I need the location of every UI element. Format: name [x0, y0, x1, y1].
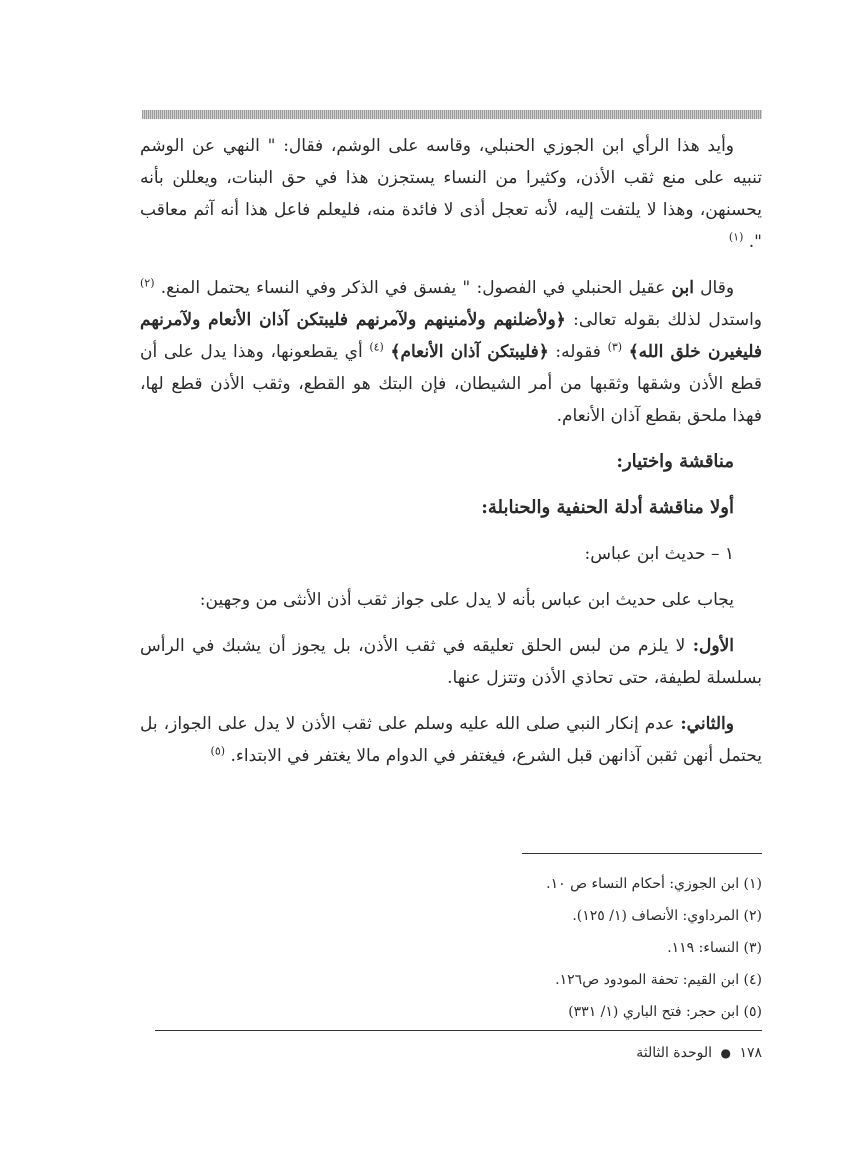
paragraph-1-text: وأيد هذا الرأي ابن الجوزي الحنبلي، وقاسه على الوشم، فقال: " النهي عن الوشم تنبيه على منع ثقب الأذن، وكثيرا من النساء يستجزن هذا في حق البنات، ويعللن بأنه يحسنهن، وهذا لا يلتفت إليه، لأنه تعجل أذى لا فائدة منه، فليعلم فاعل هذا أنه آثم معاقب ". — [140, 136, 762, 252]
item-ibn-abbas: ١ – حديث ابن عباس: — [584, 544, 734, 564]
second-point — [140, 708, 762, 772]
footnote-3: (٣) النساء: ١١٩. — [667, 940, 762, 956]
paragraph-2 — [140, 272, 762, 432]
second-point-text: عدم إنكار النبي صلى الله عليه وسلم على ثقب الأذن لا يدل على الجواز، بل يحتمل أنهن ثقبن آذانهن قبل الشرع، فيغتفر في الدوام مالا يغتفر في الابتداء. — [140, 714, 762, 766]
bullet-icon: ● — [720, 1046, 731, 1060]
footnotes — [420, 868, 762, 1028]
footnote-ref-1: (١) — [728, 230, 744, 244]
paragraph-1 — [140, 130, 762, 258]
footnote-ref-3: (٣) — [607, 340, 623, 354]
paragraph-2-end: أي يقطعونها، وهذا يدل على أن قطع الأذن وشقها وثقبها من أمر الشيطان، فإن البتك هو القطع، وثقب الأذن قطع لها، فهذا ملحق بقطع آذان الأنعام. — [140, 342, 762, 426]
footer-divider — [155, 1030, 762, 1031]
heading-discussion: مناقشة واختيار: — [616, 451, 734, 472]
quran-verse: ﴿ولأضلنهم ولأمنينهم ولآمرنهم فليبتكن آذان الأنعام ولآمرنهم فليغيرن خلق الله﴾ — [140, 310, 763, 362]
main-text — [140, 130, 762, 772]
unit-title: الوحدة الثالثة — [636, 1045, 713, 1061]
header-decorative-bar — [142, 110, 762, 119]
paragraph-2-name: ابن — [671, 278, 694, 298]
footnote-1: (١) ابن الجوزي: أحكام النساء ص ١٠. — [546, 876, 762, 892]
footnote-5: (٥) ابن حجر: فتح الباري (١/ ٣٣١) — [568, 1004, 762, 1020]
footnote-divider — [522, 853, 762, 854]
footnote-ref-5: (٥) — [210, 744, 226, 758]
footnote-ref-4: (٤) — [369, 340, 384, 354]
quran-verse-2: ﴿فليبتكن آذان الأنعام﴾ — [390, 342, 549, 362]
heading-first-discussion: أولا مناقشة أدلة الحنفية والحنابلة: — [481, 497, 734, 518]
page-footer — [560, 1042, 762, 1064]
page-number: ١٧٨ — [739, 1045, 762, 1061]
first-point-text: لا يلزم من لبس الحلق تعليقه في ثقب الأذن، بل يجوز أن يشبك في الرأس بسلسلة لطيفة، حتى تحاذي الأذن وتتزل عنها. — [140, 636, 762, 688]
first-point-label: الأول: — [692, 636, 734, 656]
answer-intro: يجاب على حديث ابن عباس بأنه لا يدل على جواز ثقب أذن الأنثى من وجهين: — [199, 590, 734, 610]
footnote-ref-2: (٢) — [140, 276, 155, 290]
first-point — [140, 630, 762, 694]
paragraph-2-mid: عقيل الحنبلي في الفصول: " يفسق في الذكر وفي النساء يحتمل المنع. — [160, 278, 666, 298]
footnote-4: (٤) ابن القيم: تحفة المودود ص١٢٦. — [555, 972, 762, 988]
second-point-label: والثاني: — [680, 714, 734, 734]
footnote-2: (٢) المرداوي: الأنصاف (١/ ١٢٥). — [572, 908, 762, 924]
paragraph-2-cont: واستدل لذلك بقوله تعالى: — [573, 310, 763, 330]
paragraph-2-start: وقال — [700, 278, 735, 298]
paragraph-2-q: فقوله: — [555, 342, 601, 362]
